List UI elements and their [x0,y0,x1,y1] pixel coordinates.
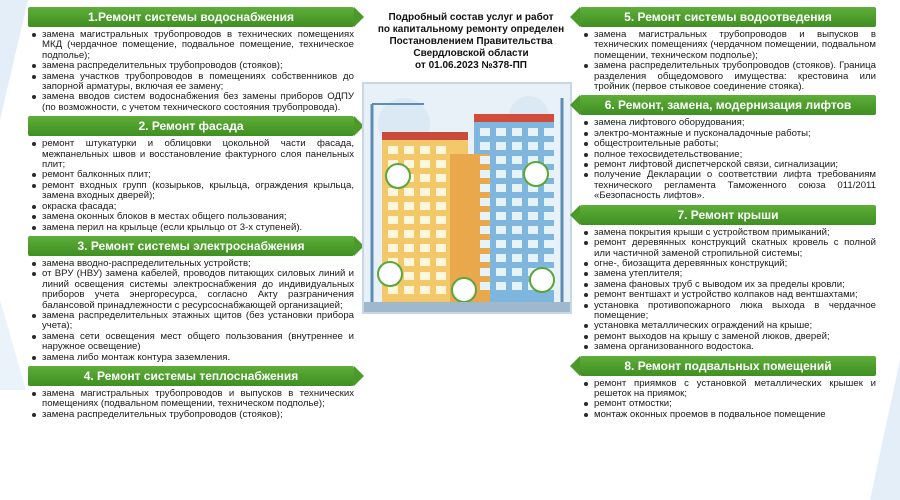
window-shape [388,286,398,294]
window-shape [420,202,430,210]
window-shape [404,202,414,210]
list-item: замена фановых труб с выводом их за пределы кровли; [594,280,876,290]
window-shape [436,244,446,252]
window-shape [512,254,522,262]
window-shape [544,142,554,150]
section-header: 8. Ремонт подвальных помещений [580,356,876,376]
list-item: ремонт приямков с установкой металлических крышек и решеток на приямок; [594,377,876,399]
list-item: замена магистральных трубопроводов в технических помещениях МКД (чердачное помещение, подвальное помещение, техническое подполье); [42,29,354,61]
window-shape [404,216,414,224]
window-shape [512,128,522,136]
window-shape [496,226,506,234]
window-shape [528,240,538,248]
window-shape [496,198,506,206]
section-header: 7. Ремонт крыши [580,205,876,225]
list-item: ремонт вентшахт и устройство колпаков над вентшахтами; [594,290,876,300]
building-illustration-svg [364,84,570,312]
window-shape [436,174,446,182]
window-shape [496,282,506,290]
list-item: замена перил на крыльце (если крыльцо от 3-х ступеней). [42,223,354,233]
window-shape [480,254,490,262]
item-list [580,228,876,353]
list-item: замена либо монтаж контура заземления. [42,353,354,363]
window-shape [420,174,430,182]
section-elevators [580,95,876,201]
window-shape [480,212,490,220]
window-shape [512,282,522,290]
list-item: полное техосвидетельствование; [594,150,876,160]
item-list [28,30,354,113]
window-shape [480,198,490,206]
window-shape [388,244,398,252]
list-item: электро-монтажные и пусконаладочные работы; [594,129,876,139]
list-item: замена распределительных трубопроводов (стояков); [42,410,354,420]
list-item: замена лифтового оборудования; [594,118,876,128]
window-shape [404,188,414,196]
list-item: ремонт балконных плит; [42,170,354,180]
window-shape [480,282,490,290]
list-item: общестроительные работы; [594,139,876,149]
window-shape [388,216,398,224]
section-header: 3. Ремонт системы электроснабжения [28,236,354,256]
window-shape [544,254,554,262]
window-shape [388,230,398,238]
window-shape [404,286,414,294]
title-line: по капитальному ремонту определен [377,24,565,35]
window-shape [512,142,522,150]
window-shape [496,156,506,164]
list-item: замена сети освещения мест общего пользования (внутреннее и наружное освещение) [42,330,354,353]
window-shape [388,202,398,210]
left-column [28,7,354,423]
window-shape [496,142,506,150]
list-item: замена вводов систем водоснабжения без замены приборов ОДПУ (по возможности, с учетом технического состояния трубопровода). [42,91,354,113]
window-shape [496,212,506,220]
window-shape [544,184,554,192]
item-list [580,379,876,421]
window-shape [480,170,490,178]
title-line: от 01.06.2023 №378-ПП [415,60,527,71]
window-shape [512,226,522,234]
list-item: замена оконных блоков в местах общего пользования; [42,212,354,222]
window-shape [528,212,538,220]
window-shape [512,198,522,206]
section-header: 5. Ремонт системы водоотведения [580,7,876,27]
building-illustration [362,82,572,314]
window-shape [528,226,538,234]
window-shape [496,170,506,178]
list-item: замена магистральных трубопроводов и выпусков в технических помещениях (чердачном помещении, подвальном помещении, техническом подполье); [594,29,876,61]
window-shape [512,156,522,164]
window-shape [512,212,522,220]
window-shape [480,156,490,164]
list-item: установка противопожарного люка выхода в чердачное помещение; [594,299,876,321]
list-item: замена участков трубопроводов в помещениях собственников до запорной арматуры, включая ее замену; [42,70,354,93]
list-item: замена распределительных трубопроводов (стояков). Граница разделения общедомового имущества: крестовина или тройник (первое стыковое соединение стояка). [594,60,876,93]
title-line: Постановлением Правительства [389,36,553,47]
window-shape [436,160,446,168]
section-header: 1.Ремонт системы водоснабжения [28,7,354,27]
item-list [28,259,354,363]
window-shape [496,128,506,136]
list-item: огне-, биозащита деревянных конструкций; [594,259,876,269]
window-shape [404,272,414,280]
list-item: замена организованного водостока. [594,342,876,352]
window-shape [544,128,554,136]
window-shape [496,254,506,262]
window-shape [420,286,430,294]
section-roof [580,205,876,353]
window-shape [480,184,490,192]
section-water-supply [28,7,354,113]
window-shape [436,272,446,280]
section-basement [580,356,876,421]
window-shape [404,258,414,266]
window-shape [544,198,554,206]
list-item: ремонт деревянных конструкций скатных кровель с полной или частичной заменой стропильной системы; [594,237,876,259]
window-shape [496,240,506,248]
section-header: 6. Ремонт, замена, модернизация лифтов [580,95,876,115]
window-shape [436,202,446,210]
window-shape [480,142,490,150]
section-sewerage [580,7,876,92]
list-item: замена утеплителя; [594,269,876,279]
window-shape [420,216,430,224]
list-item: замена магистральных трубопроводов и выпусков в технических помещениях (подвальном помещении, техническом подполье); [42,387,354,410]
window-shape [388,146,398,154]
list-item: замена вводно-распределительных устройств; [42,259,354,269]
section-header: 4. Ремонт системы теплоснабжения [28,366,354,386]
window-shape [436,286,446,294]
section-header: 2. Ремонт фасада [28,116,354,136]
list-item: ремонт выходов на крышу с заменой люков, дверей; [594,332,876,342]
window-shape [528,128,538,136]
window-shape [544,212,554,220]
window-shape [404,230,414,238]
background-shape [0,300,26,390]
item-list [28,389,354,420]
window-shape [544,156,554,164]
window-shape [528,254,538,262]
window-shape [436,258,446,266]
window-shape [496,184,506,192]
window-shape [512,240,522,248]
right-column [580,7,876,423]
item-list [580,30,876,92]
document-title [360,12,582,72]
window-shape [420,146,430,154]
list-item: ремонт входных групп (козырьков, крыльца, ограждения крыльца, замена входных дверей); [42,179,354,202]
window-shape [404,146,414,154]
list-item: замена распределительных трубопроводов (стояков); [42,61,354,71]
section-facade [28,116,354,233]
window-shape [388,188,398,196]
window-shape [544,240,554,248]
list-item: монтаж оконных проемов в подвальное помещение [594,410,876,420]
window-shape [436,146,446,154]
window-shape [404,244,414,252]
list-item: ремонт отмостки; [594,399,876,409]
item-list [28,139,354,233]
window-shape [436,230,446,238]
section-electricity [28,236,354,363]
window-shape [512,184,522,192]
list-item: замена покрытия крыши с устройством примыканий; [594,228,876,238]
window-shape [436,188,446,196]
list-item: окраска фасада; [42,202,354,212]
list-item: ремонт штукатурки и облицовки цокольной части фасада, межпанельных швов и восстановление фактурного слоя панельных плит; [42,138,354,171]
window-shape [420,188,430,196]
item-list [580,118,876,201]
window-shape [512,170,522,178]
list-item: от ВРУ (НВУ) замена кабелей, проводов питающих силовых линий и линий освещения системы электроснабжения до индивидуальных приборов учета энергоресурса, согласно Акту разграничения балансовой принадлежности с ресурсоснабжающей организацией; [42,268,354,311]
list-item: установка металлических ограждений на крыше; [594,321,876,331]
list-item: замена распределительных этажных щитов (без установки прибора учета); [42,309,354,332]
window-shape [528,198,538,206]
title-line: Подробный состав услуг и работ [388,12,554,23]
window-shape [420,160,430,168]
window-shape [480,226,490,234]
window-shape [528,142,538,150]
title-line: Свердловской области [413,48,529,59]
window-shape [420,272,430,280]
list-item: ремонт лифтовой диспетчерской связи, сигнализации; [594,160,876,170]
window-shape [496,268,506,276]
window-shape [420,258,430,266]
background-shape [0,0,28,120]
window-shape [480,268,490,276]
window-shape [420,244,430,252]
window-shape [436,216,446,224]
window-shape [512,268,522,276]
window-shape [420,230,430,238]
window-shape [544,226,554,234]
list-item: получение Декларации о соответствии лифта требованиям технического регламента Таможенного союза 011/2011 «Безопасность лифтов». [594,169,876,202]
section-heating [28,366,354,420]
window-shape [480,240,490,248]
window-shape [480,128,490,136]
